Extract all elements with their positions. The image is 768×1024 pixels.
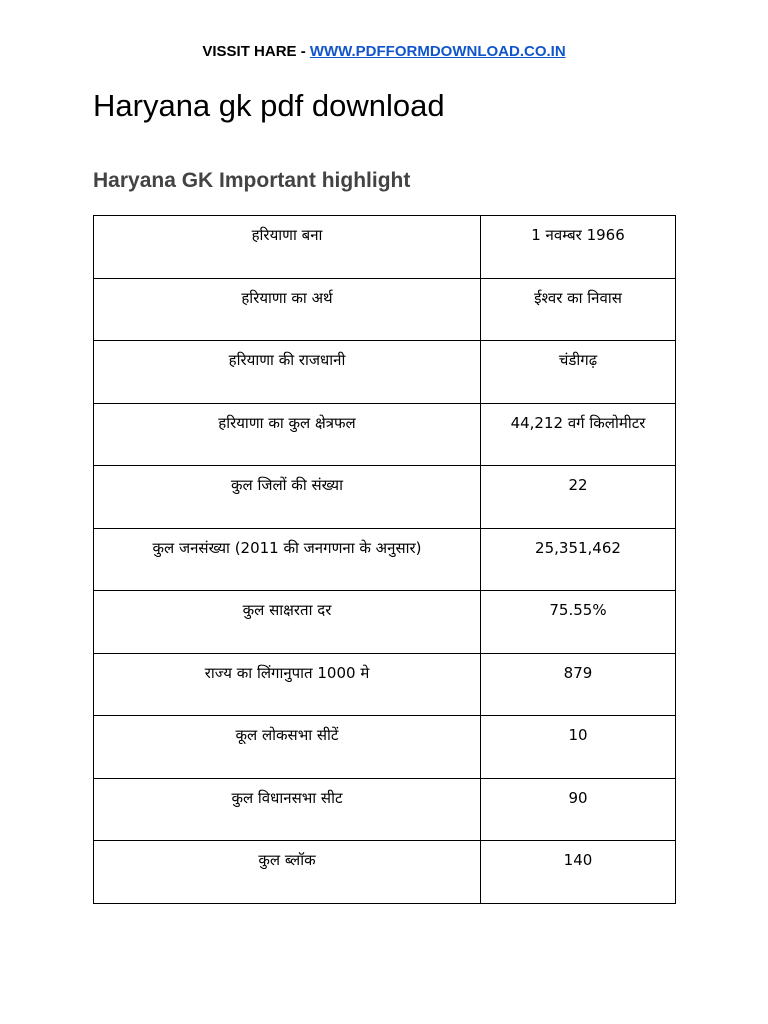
table-row xyxy=(94,653,676,716)
highlights-table xyxy=(93,215,676,904)
table-row xyxy=(94,341,676,404)
row-value: 140 xyxy=(481,841,676,904)
header-line xyxy=(0,42,768,62)
row-label: कूल लोकसभा सीटें xyxy=(94,716,481,779)
row-value: चंडीगढ़ xyxy=(481,341,676,404)
row-label: कुल विधानसभा सीट xyxy=(94,778,481,841)
row-label: हरियाणा की राजधानी xyxy=(94,341,481,404)
table-row xyxy=(94,278,676,341)
row-value: 22 xyxy=(481,466,676,529)
page-title: Haryana gk pdf download xyxy=(93,88,445,123)
row-label: राज्य का लिंगानुपात 1000 मे xyxy=(94,653,481,716)
row-value: ईश्वर का निवास xyxy=(481,278,676,341)
row-label: कुल साक्षरता दर xyxy=(94,591,481,654)
section-heading: Haryana GK Important highlight xyxy=(93,169,411,192)
table-row xyxy=(94,216,676,279)
row-label: कुल जनसंख्या (2011 की जनगणना के अनुसार) xyxy=(94,528,481,591)
row-value: 1 नवम्बर 1966 xyxy=(481,216,676,279)
row-label: हरियाणा का कुल क्षेत्रफल xyxy=(94,403,481,466)
row-label: हरियाणा बना xyxy=(94,216,481,279)
row-value: 90 xyxy=(481,778,676,841)
table-row xyxy=(94,466,676,529)
table-row xyxy=(94,528,676,591)
row-value: 75.55% xyxy=(481,591,676,654)
table-row xyxy=(94,778,676,841)
row-label: हरियाणा का अर्थ xyxy=(94,278,481,341)
row-label: कुल जिलों की संख्या xyxy=(94,466,481,529)
table-row xyxy=(94,591,676,654)
row-value: 10 xyxy=(481,716,676,779)
table-row xyxy=(94,716,676,779)
row-value: 44,212 वर्ग किलोमीटर xyxy=(481,403,676,466)
header-prefix: VISSIT HARE - xyxy=(202,43,310,60)
table-row xyxy=(94,841,676,904)
row-value: 879 xyxy=(481,653,676,716)
row-value: 25,351,462 xyxy=(481,528,676,591)
website-link[interactable]: WWW.PDFFORMDOWNLOAD.CO.IN xyxy=(309,43,566,60)
table-row xyxy=(94,403,676,466)
row-label: कुल ब्लॉक xyxy=(94,841,481,904)
